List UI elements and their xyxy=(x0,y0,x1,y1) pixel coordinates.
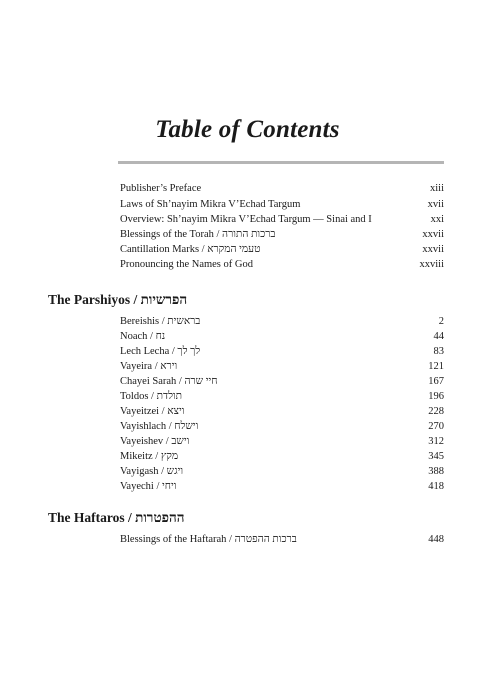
toc-entry-page: xvii xyxy=(427,199,444,210)
toc-entry-label: Toldos / תולדת xyxy=(120,391,183,402)
toc-entry xyxy=(120,375,444,389)
toc-entry-page: 345 xyxy=(428,451,444,462)
toc-entry-page: 2 xyxy=(438,316,444,327)
toc-entry xyxy=(120,330,444,344)
toc-entry-label: Bereishis / בראשית xyxy=(120,316,201,327)
toc-entry-page: 312 xyxy=(428,436,444,447)
toc-entry-page: xxvii xyxy=(422,229,444,240)
toc-entry-label: Pronouncing the Names of God xyxy=(120,259,253,270)
section-heading-haftaros: The Haftaros / ההפטרות xyxy=(48,510,185,525)
toc-entry xyxy=(120,360,444,374)
toc-entry-page: 83 xyxy=(433,346,444,357)
toc-entry-label: Chayei Sarah / חיי שרה xyxy=(120,376,218,387)
toc-entry-page: 121 xyxy=(428,361,444,372)
toc-entry xyxy=(120,533,444,547)
toc-entry xyxy=(120,243,444,257)
toc-entry-page: 196 xyxy=(428,391,444,402)
toc-entry-page: xxvii xyxy=(422,244,444,255)
toc-entry-label: Vayechi / ויחי xyxy=(120,481,177,492)
toc-entry xyxy=(120,315,444,329)
toc-entry xyxy=(120,198,444,212)
toc-entry-label: Blessings of the Haftarah / ברכות ההפטרה xyxy=(120,534,297,545)
toc-entry-page: 270 xyxy=(428,421,444,432)
toc-entry-label: Blessings of the Torah / ברכות התורה xyxy=(120,229,276,240)
page-title: Table of Contents xyxy=(155,116,340,143)
section-heading-parshiyos: The Parshiyos / הפרשיות xyxy=(48,292,188,307)
toc-entry xyxy=(120,480,444,494)
toc-entry xyxy=(120,228,444,242)
toc-entry-page: 448 xyxy=(428,534,444,545)
toc-entry xyxy=(120,420,444,434)
toc-entry-page: xiii xyxy=(429,183,444,194)
toc-entry-page: xxi xyxy=(430,214,444,225)
toc-entry xyxy=(120,390,444,404)
toc-entry-label: Vayigash / ויגש xyxy=(120,466,184,477)
toc-entry-label: Noach / נח xyxy=(120,331,166,342)
toc-entry-label: Cantillation Marks / טעמי המקרא xyxy=(120,244,261,255)
toc-entry-label: Vayishlach / וישלח xyxy=(120,421,199,432)
toc-entry xyxy=(120,450,444,464)
toc-entry xyxy=(120,465,444,479)
toc-entry-page: 418 xyxy=(428,481,444,492)
toc-entry-page: 44 xyxy=(433,331,444,342)
toc-entry-label: Publisher’s Preface xyxy=(120,183,202,194)
toc-entry xyxy=(120,435,444,449)
toc-entry-page: xxviii xyxy=(419,259,444,270)
toc-entry-page: 228 xyxy=(428,406,444,417)
toc-entry-label: Vayeishev / וישב xyxy=(120,436,190,447)
toc-entry xyxy=(120,405,444,419)
toc-entry xyxy=(120,182,444,196)
toc-entry-label: Mikeitz / מקץ xyxy=(120,451,179,462)
toc-entry-label: Vayeira / וירא xyxy=(120,361,178,372)
toc-entry-page: 388 xyxy=(428,466,444,477)
toc-entry xyxy=(120,213,444,227)
toc-entry-label: Overview: Sh’nayim Mikra V’Echad Targum — Sinai and I xyxy=(120,214,372,225)
toc-entry xyxy=(120,258,444,272)
title-divider xyxy=(118,161,444,164)
toc-entry-label: Vayeitzei / ויצא xyxy=(120,406,185,417)
toc-entry-label: Laws of Sh’nayim Mikra V’Echad Targum xyxy=(120,199,301,210)
toc-entry-label: Lech Lecha / לך לך xyxy=(120,346,201,357)
toc-entry-page: 167 xyxy=(428,376,444,387)
toc-entry xyxy=(120,345,444,359)
